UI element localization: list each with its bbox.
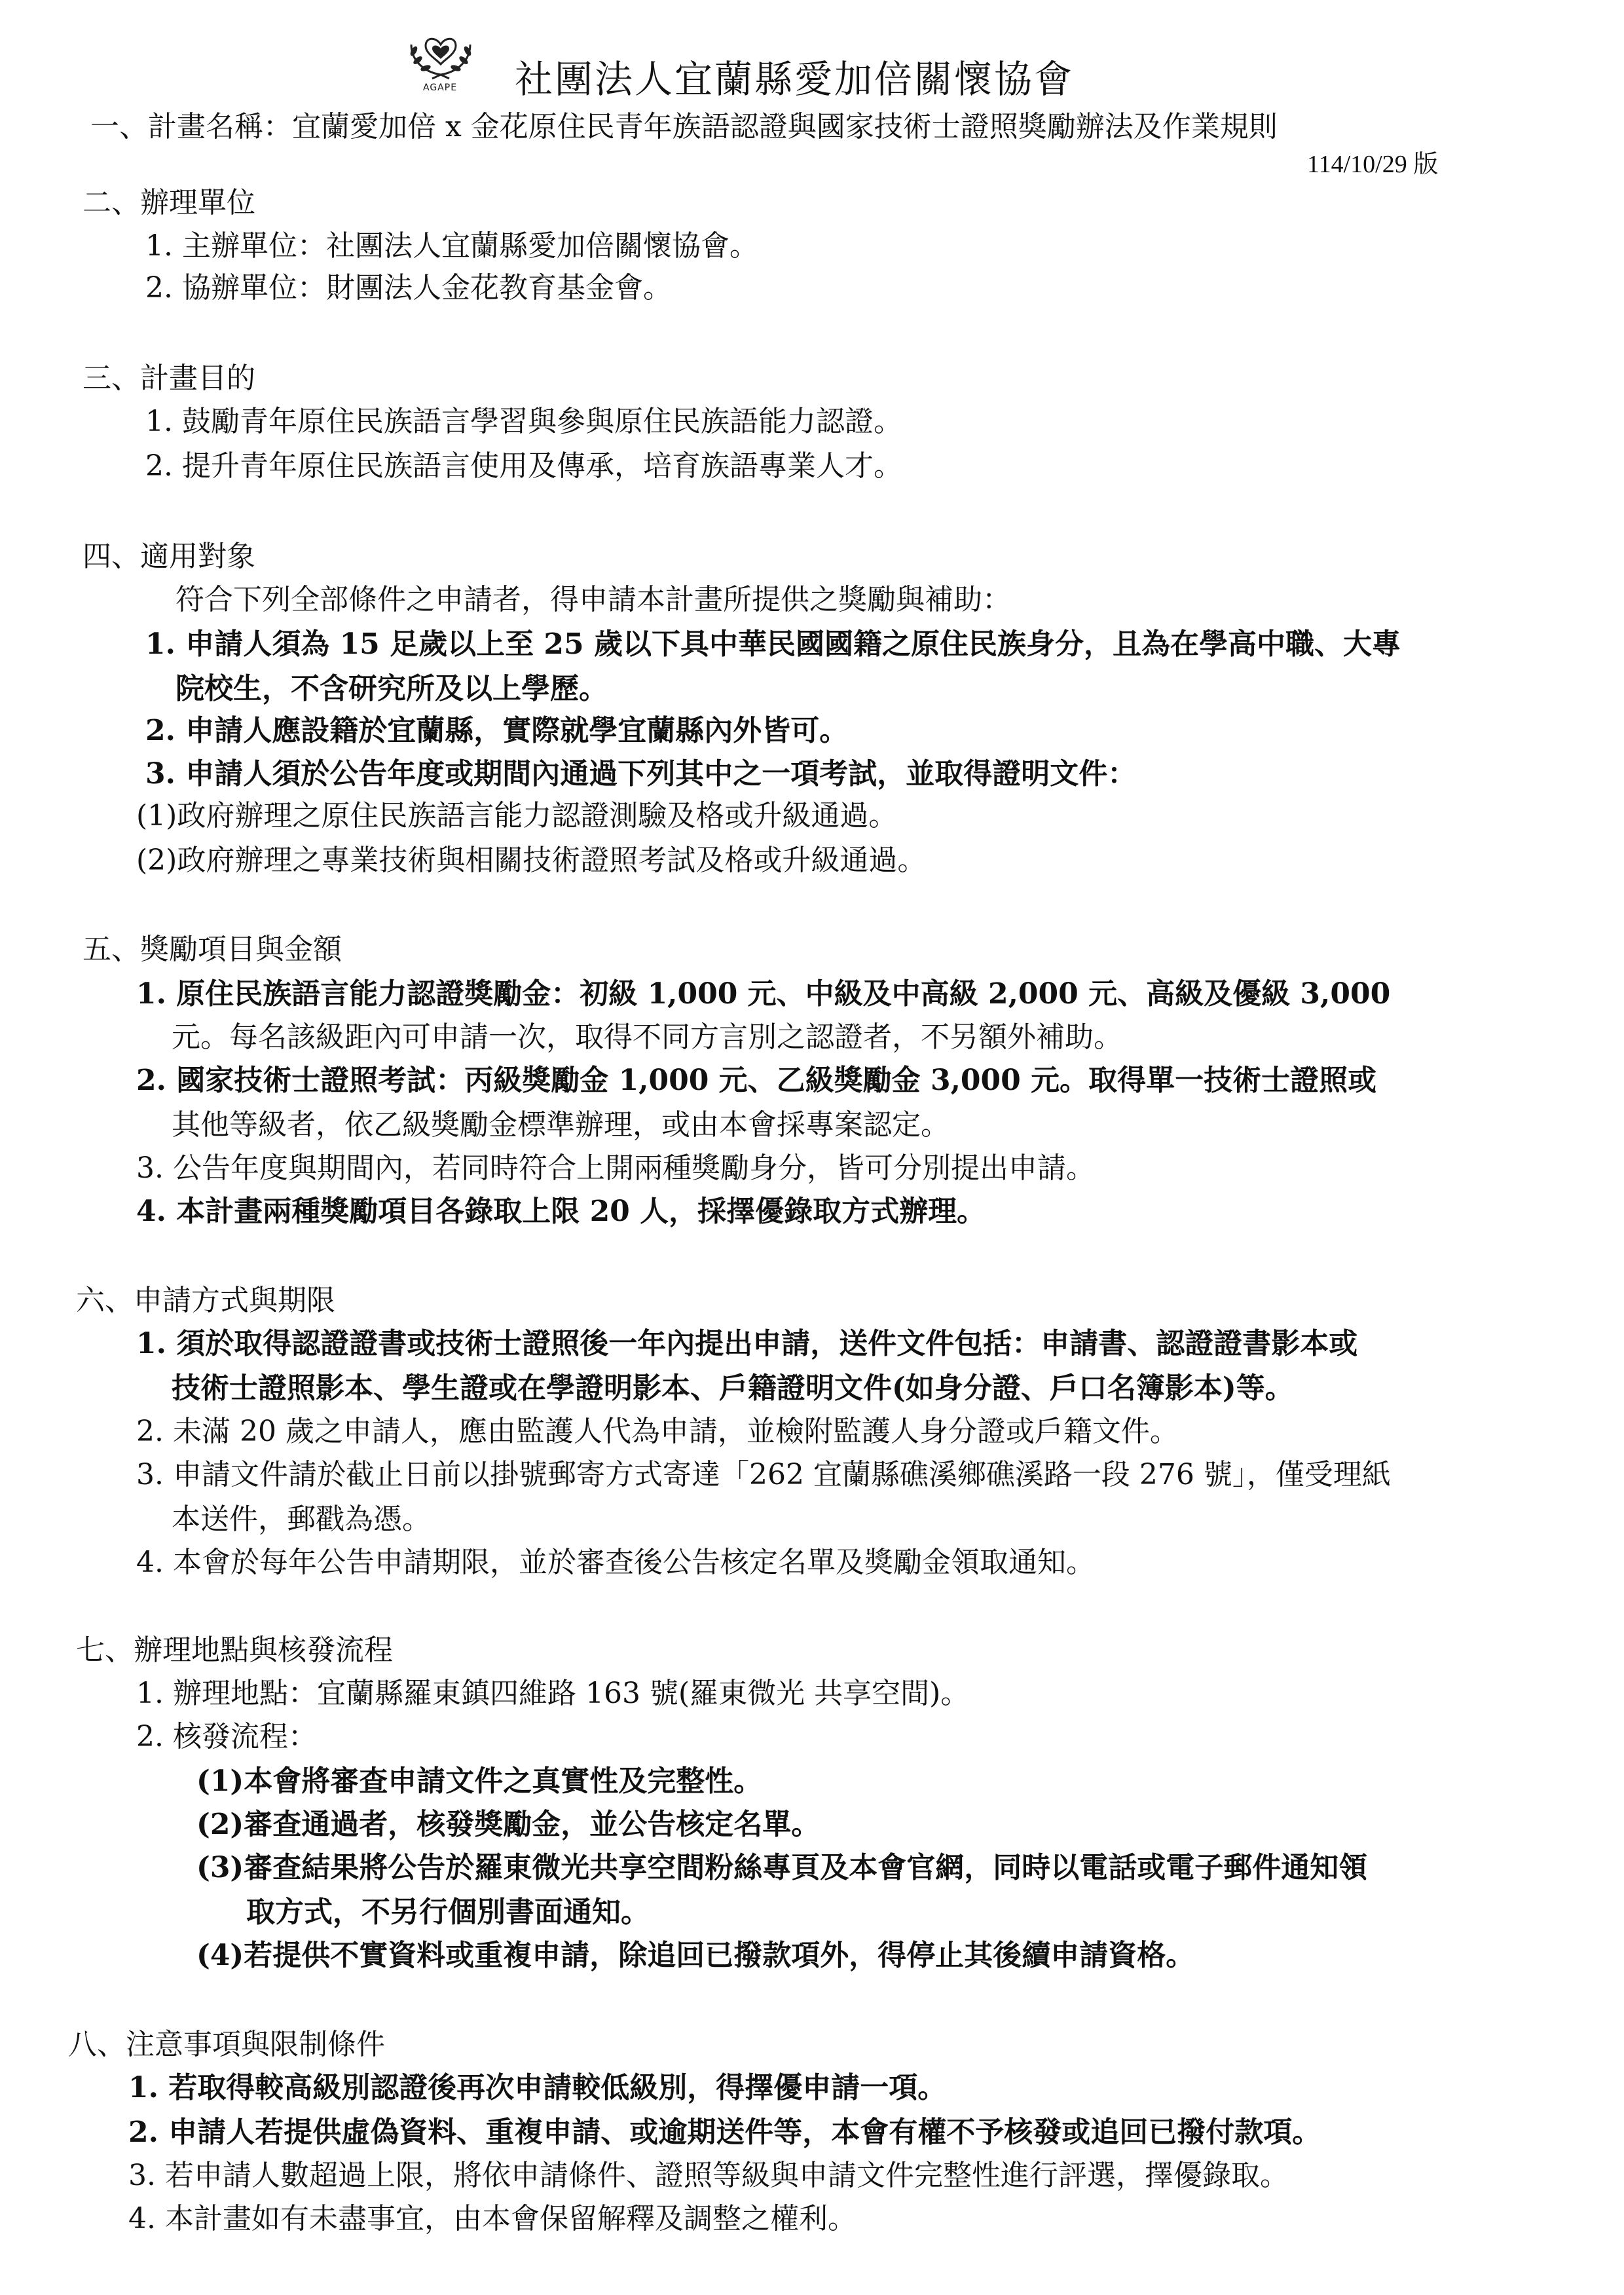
section-intro: 符合下列全部條件之申請者，得申請本計畫所提供之獎勵與補助： xyxy=(175,583,1011,616)
logo-text: AGAPE xyxy=(423,83,458,93)
list-item: 1. 若取得較高級別認證後再次申請較低級別，得擇優申請一項。 xyxy=(128,2071,947,2104)
section-heading-purpose: 三、計畫目的 xyxy=(83,362,255,395)
sub-item: (2)審查通過者，核發獎勵金，並公告核定名單。 xyxy=(196,1808,821,1841)
heart-laurel-icon xyxy=(392,25,490,85)
list-item-continuation: 院校生，不含研究所及以上學歷。 xyxy=(175,672,608,705)
sub-item: (1)本會將審查申請文件之真實性及完整性。 xyxy=(196,1764,763,1798)
list-item: 1. 辦理地點：宜蘭縣羅東鎮四維路 163 號(羅東微光 共享空間)。 xyxy=(136,1677,970,1710)
section-heading-location: 七、辦理地點與核發流程 xyxy=(76,1633,393,1667)
section-heading-application: 六、申請方式與期限 xyxy=(76,1284,335,1317)
list-item-continuation: 技術士證照影本、學生證或在學證明影本、戶籍證明文件(如身分證、戶口名簿影本)等。 xyxy=(172,1371,1294,1405)
section-heading-units: 二、辦理單位 xyxy=(83,186,255,219)
version-label: 114/10/29 版 xyxy=(1307,151,1439,178)
list-item: 2. 國家技術士證照考試：丙級獎勵金 1,000 元、乙級獎勵金 3,000 元。取得單一技術士證照或 xyxy=(136,1064,1377,1097)
section-heading-rewards: 五、獎勵項目與金額 xyxy=(83,933,342,966)
list-item: 1. 鼓勵青年原住民族語言學習與參與原住民族語能力認證。 xyxy=(145,405,902,438)
list-item: 2. 核發流程： xyxy=(136,1720,317,1753)
list-item: 2. 協辦單位：財團法人金花教育基金會。 xyxy=(145,271,672,305)
sub-item: (2)政府辦理之專業技術與相關技術證照考試及格或升級通過。 xyxy=(136,844,927,877)
list-item-continuation: 本送件，郵戳為憑。 xyxy=(172,1502,431,1536)
list-item: 3. 申請人須於公告年度或期間內通過下列其中之一項考試，並取得證明文件： xyxy=(145,757,1137,791)
list-item: 4. 本計畫兩種獎勵項目各錄取上限 20 人，採擇優錄取方式辦理。 xyxy=(136,1195,986,1228)
list-item: 3. 公告年度與期間內，若同時符合上開兩種獎勵身分，皆可分別提出申請。 xyxy=(136,1151,1095,1185)
list-item: 2. 提升青年原住民族語言使用及傳承，培育族語專業人才。 xyxy=(145,449,902,483)
org-name: 社團法人宜蘭縣愛加倍關懷協會 xyxy=(515,57,1075,102)
list-item: 2. 未滿 20 歲之申請人，應由監護人代為申請，並檢附監護人身分證或戶籍文件。 xyxy=(136,1415,1179,1448)
list-item: 3. 若申請人數超過上限，將依申請條件、證照等級與申請文件完整性進行評選，擇優錄取。 xyxy=(128,2159,1289,2192)
list-item: 4. 本計畫如有未盡事宜，由本會保留解釋及調整之權利。 xyxy=(128,2202,857,2235)
list-item: 2. 申請人應設籍於宜蘭縣，實際就學宜蘭縣內外皆可。 xyxy=(145,714,849,747)
agape-logo xyxy=(392,25,490,97)
list-item: 3. 申請文件請於截止日前以掛號郵寄方式寄達「262 宜蘭縣礁溪鄉礁溪路一段 276 號」，僅受理紙 xyxy=(136,1458,1391,1491)
sub-item: (1)政府辦理之原住民族語言能力認證測驗及格或升級通過。 xyxy=(136,799,898,832)
list-item-continuation: 元。每名該級距內可申請一次，取得不同方言別之認證者，不另額外補助。 xyxy=(172,1020,1122,1054)
list-item-continuation: 其他等級者，依乙級獎勵金標準辦理，或由本會採專案認定。 xyxy=(172,1108,950,1142)
sub-item: (4)若提供不實資料或重複申請，除追回已撥款項外，得停止其後續申請資格。 xyxy=(196,1939,1195,1972)
section-heading-notes: 八、注意事項與限制條件 xyxy=(68,2028,385,2061)
list-item: 4. 本會於每年公告申請期限，並於審查後公告核定名單及獎勵金領取通知。 xyxy=(136,1546,1095,1579)
list-item: 1. 主辦單位：社團法人宜蘭縣愛加倍關懷協會。 xyxy=(145,229,758,263)
list-item: 2. 申請人若提供虛偽資料、重複申請、或逾期送件等，本會有權不予核發或追回已撥付款項。 xyxy=(128,2116,1321,2149)
list-item: 1. 申請人須為 15 足歲以上至 25 歲以下具中華民國國籍之原住民族身分，且為在學高中職、大專 xyxy=(145,627,1401,661)
list-item: 1. 須於取得認證證書或技術士證照後一年內提出申請，送件文件包括：申請書、認證證書影本或 xyxy=(136,1327,1358,1360)
section-heading-eligibility: 四、適用對象 xyxy=(83,540,255,573)
sub-item-continuation: 取方式，不另行個別書面通知。 xyxy=(246,1895,650,1929)
plan-title: 一、計畫名稱：宜蘭愛加倍 x 金花原住民青年族語認證與國家技術士證照獎勵辦法及作業規則 xyxy=(90,110,1278,143)
sub-item: (3)審查結果將公告於羅東微光共享空間粉絲專頁及本會官網，同時以電話或電子郵件通知領 xyxy=(196,1851,1368,1884)
list-item: 1. 原住民族語言能力認證獎勵金：初級 1,000 元、中級及中高級 2,000 元、高級及優級 3,000 xyxy=(136,977,1391,1011)
